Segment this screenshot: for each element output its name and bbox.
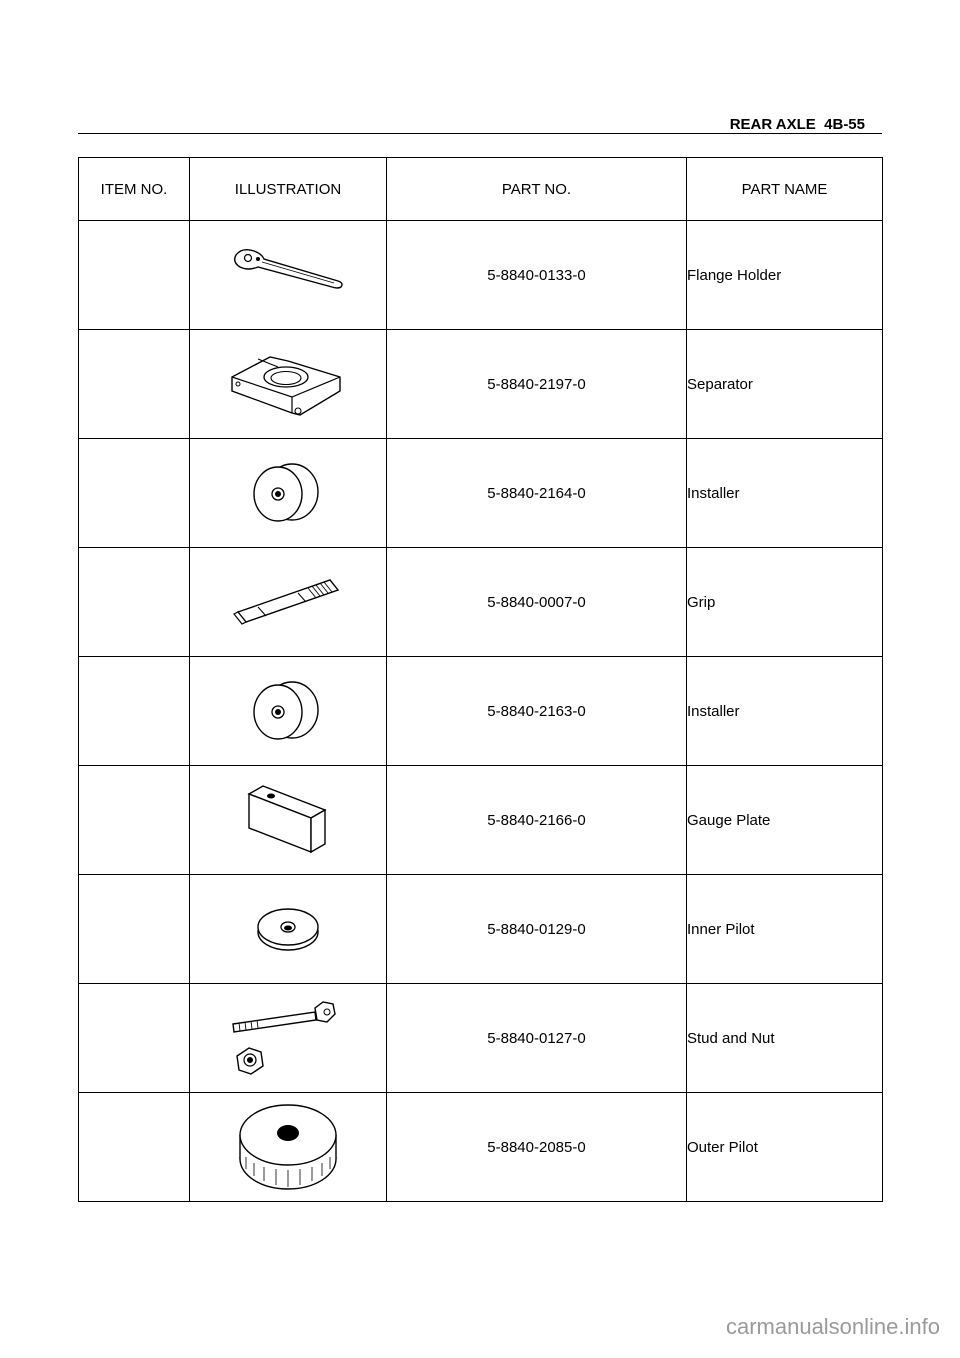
table-row xyxy=(79,330,883,439)
part-name-cell: Separator xyxy=(687,330,883,439)
table-row xyxy=(79,766,883,875)
installer-icon xyxy=(248,458,328,528)
part-no-cell: 5-8840-0007-0 xyxy=(387,548,687,657)
part-no-cell: 5-8840-0129-0 xyxy=(387,875,687,984)
column-header-illustration: ILLUSTRATION xyxy=(190,158,387,221)
separator-icon xyxy=(228,341,348,427)
illustration-cell xyxy=(190,439,387,548)
table-row xyxy=(79,875,883,984)
part-no-cell: 5-8840-2085-0 xyxy=(387,1093,687,1202)
table-header-row xyxy=(79,158,883,221)
part-name-cell: Outer Pilot xyxy=(687,1093,883,1202)
part-name-cell: Installer xyxy=(687,439,883,548)
item-no-cell xyxy=(79,766,190,875)
table-row xyxy=(79,657,883,766)
part-no-cell: 5-8840-2197-0 xyxy=(387,330,687,439)
grip-icon xyxy=(228,574,348,630)
item-no-cell xyxy=(79,875,190,984)
part-name-cell: Inner Pilot xyxy=(687,875,883,984)
part-name-cell: Stud and Nut xyxy=(687,984,883,1093)
outer-pilot-icon xyxy=(236,1099,340,1195)
part-name-cell: Grip xyxy=(687,548,883,657)
illustration-cell xyxy=(190,984,387,1093)
illustration-cell xyxy=(190,657,387,766)
installer-icon xyxy=(248,676,328,746)
inner-pilot-icon xyxy=(253,904,323,954)
page-header: REAR AXLE 4B-55 xyxy=(729,116,865,133)
illustration-cell xyxy=(190,221,387,330)
column-header-part-name: PART NAME xyxy=(687,158,883,221)
flange-holder-icon xyxy=(228,245,348,305)
illustration-cell xyxy=(190,548,387,657)
illustration-cell xyxy=(190,330,387,439)
special-tools-table xyxy=(78,157,883,1202)
watermark: carmanualsonline.info xyxy=(725,1314,940,1339)
part-no-cell: 5-8840-2163-0 xyxy=(387,657,687,766)
item-no-cell xyxy=(79,984,190,1093)
table-row xyxy=(79,1093,883,1202)
table-row xyxy=(79,221,883,330)
item-no-cell xyxy=(79,330,190,439)
table-row xyxy=(79,548,883,657)
item-no-cell xyxy=(79,1093,190,1202)
table-row xyxy=(79,984,883,1093)
part-no-cell: 5-8840-0133-0 xyxy=(387,221,687,330)
item-no-cell xyxy=(79,657,190,766)
part-no-cell: 5-8840-2166-0 xyxy=(387,766,687,875)
part-name-cell: Installer xyxy=(687,657,883,766)
table-row xyxy=(79,439,883,548)
item-no-cell xyxy=(79,439,190,548)
column-header-item-no: ITEM NO. xyxy=(79,158,190,221)
item-no-cell xyxy=(79,221,190,330)
part-name-cell: Flange Holder xyxy=(687,221,883,330)
part-no-cell: 5-8840-2164-0 xyxy=(387,439,687,548)
part-name-cell: Gauge Plate xyxy=(687,766,883,875)
stud-and-nut-icon xyxy=(223,990,353,1086)
gauge-plate-icon xyxy=(243,780,333,860)
part-no-cell: 5-8840-0127-0 xyxy=(387,984,687,1093)
column-header-part-no: PART NO. xyxy=(387,158,687,221)
illustration-cell xyxy=(190,766,387,875)
header-rule xyxy=(78,133,882,134)
illustration-cell xyxy=(190,875,387,984)
item-no-cell xyxy=(79,548,190,657)
illustration-cell xyxy=(190,1093,387,1202)
